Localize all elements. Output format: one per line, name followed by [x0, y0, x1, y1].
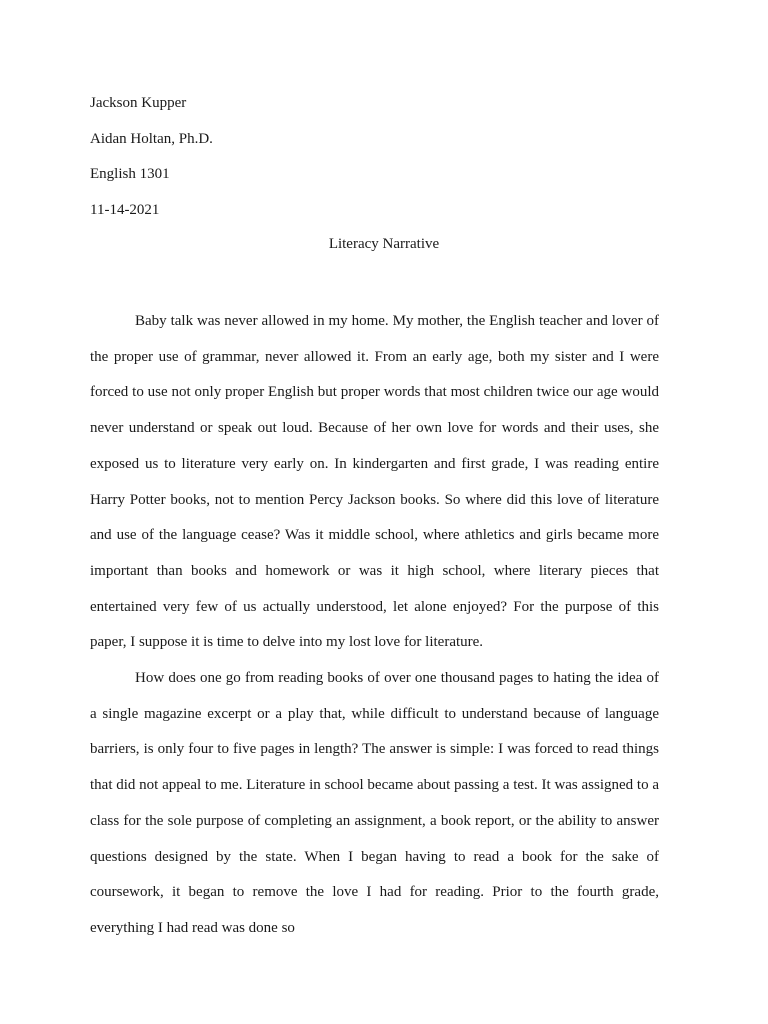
course-name: English 1301	[90, 166, 170, 182]
author-name: Jackson Kupper	[90, 95, 187, 111]
instructor-name: Aidan Holtan, Ph.D.	[90, 131, 213, 147]
document-body	[90, 304, 659, 947]
paragraph: How does one go from reading books of over one thousand pages to hating the idea of a single magazine excerpt or a play that, while difficult to understand because of language barriers, is only four to five pages in length? The answer is simple: I was forced to read things that did not appeal to me. Literature in school became about passing a test. It was assigned to a class for the sole purpose of completing an assignment, a book report, or the ability to answer questions designed by the state. When I began having to read a book for the sake of coursework, it began to remove the love I had for reading. Prior to the fourth grade, everything I had read was done so	[90, 670, 660, 936]
submission-date: 11-14-2021	[90, 202, 160, 218]
paragraph: Baby talk was never allowed in my home. My mother, the English teacher and lover of the proper use of grammar, never allowed it. From an early age, both my sister and I were forced to use not only proper English but proper words that most children twice our age would never understand or speak out loud. Because of her own love for words and their uses, she exposed us to literature very early on. In kindergarten and first grade, I was reading entire Harry Potter books, not to mention Percy Jackson books. So where did this love of literature and use of the language cease? Was it middle school, where athletics and girls became more important than books and homework or was it high school, where literary pieces that entertained very few of us actually understood, let alone enjoyed? For the purpose of this paper, I suppose it is time to delve into my lost love for literature.	[90, 313, 659, 651]
document-title: Literacy Narrative	[328, 236, 440, 252]
